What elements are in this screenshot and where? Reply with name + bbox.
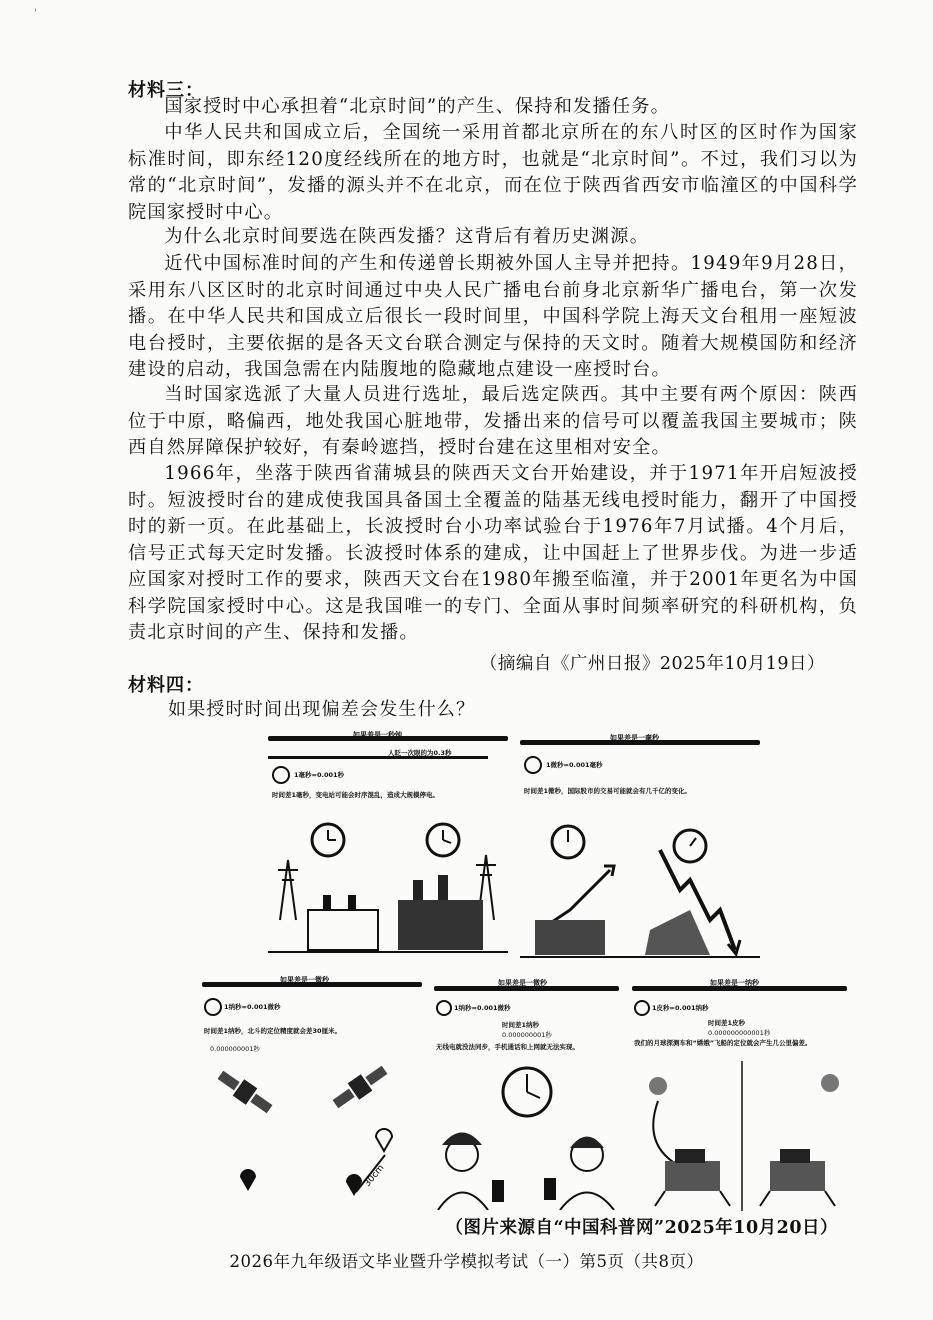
clock-icon [204, 998, 222, 1016]
panel-desc: 我们的月球探测车和“嫦娥”飞船的定位就会产生几公里偏差。 [634, 1039, 812, 1047]
material4-heading: 材料四： [128, 675, 204, 696]
panel-bar-thin [268, 756, 488, 759]
panel-unit: 1皮秒=0.001纳秒 [652, 1004, 709, 1012]
panel-title: 如果差是一微秒 [280, 976, 329, 984]
satellite-illustration [200, 1057, 425, 1207]
panel-note: 人眨一次眼的为0.3秒 [388, 749, 452, 757]
page-footer: 2026年九年级语文毕业暨升学模拟考试（一）第5页（共8页） [229, 1252, 704, 1271]
panel-title: 如果差是一纳秒 [710, 979, 759, 987]
clock-icon [634, 1000, 650, 1016]
infographic [200, 730, 850, 1210]
material3-heading: 材料三： [128, 80, 204, 101]
clock-icon [272, 766, 290, 784]
panel-unit: 1纳秒=0.001微秒 [454, 1004, 511, 1012]
panel-nanosecond-beidou [200, 972, 425, 1207]
m3-paragraph-5: 当时国家选派了大量人员进行选址，最后选定陕西。其中主要有两个原因：陕西位于中原，略偏西，地处我国心脏地带，发播出来的信号可以覆盖我国主要城市；陕西自然屏障保护较好，有秦岭遮挡，授时台建在这里相对安全。 [128, 384, 858, 458]
panel-seconds: 0.000000001秒 [210, 1045, 260, 1053]
panel-seconds: 0.000000000001秒 [708, 1029, 771, 1037]
m4-question: 如果授时时间出现偏差会发生什么？ [168, 699, 476, 720]
clock-icon [524, 756, 542, 774]
corner-mark: ' [34, 8, 37, 19]
lunar-rover-illustration [630, 1061, 850, 1211]
clock-icon [436, 1000, 452, 1016]
panel-unit: 1纳秒=0.001微秒 [224, 1003, 281, 1011]
panel-unit: 1毫秒=0.001秒 [294, 771, 345, 779]
panel-text: 时间差1毫秒，变电站可能会时序混乱，造成大规模停电。 [272, 791, 440, 799]
m3-source: （摘编自《广州日报》2025年10月19日） [479, 654, 825, 674]
distance-label: 30cm [362, 1163, 387, 1189]
power-grid-illustration [268, 810, 508, 955]
panel-desc: 无线电就没法同步，手机通话和上网就无法实现。 [436, 1043, 579, 1051]
panel-title: 如果差是一秒钟 [353, 731, 402, 739]
m3-paragraph-4: 近代中国标准时间的产生和传递曾长期被外国人主导并把持。1949年9月28日，采用东八区区时的北京时间通过中央人民广播电台前身北京新华广播电台，第一次发播。在中华人民共和国成立后很长一段时间里，中国科学院上海天文台租用一座短波电台授时，主要依据的是各天文台联合测定与保持的天文时。随着大规模国防和经济建设的启动，我国急需在内陆腹地的隐藏地点建设一座授时台。 [128, 253, 858, 380]
panel-text: 时间差1皮秒 [708, 1019, 746, 1027]
panel-millisecond [520, 736, 760, 961]
stock-market-illustration [520, 810, 760, 960]
panel-unit: 1微秒=0.001毫秒 [546, 761, 603, 769]
m3-paragraph-1: 国家授时中心承担着“北京时间”的产生、保持和发播任务。 [164, 96, 671, 117]
panel-text: 时间差1纳秒，北斗的定位精度就会差30厘米。 [204, 1027, 342, 1035]
figure-caption: （图片来源自“中国科普网”2025年10月20日） [445, 1218, 838, 1238]
panel-title: 如果差是一微秒 [498, 979, 547, 987]
panel-text: 时间差1纳秒 [502, 1021, 540, 1029]
panel-text: 时间差1微秒，国际股市的交易可能就会有几千亿的变化。 [524, 787, 692, 795]
phone-illustration [432, 1060, 622, 1210]
m3-paragraph-6: 1966年，坐落于陕西省蒲城县的陕西天文台开始建设，并于1971年开启短波授时。短波授时台的建成使我国具备国土全覆盖的陆基无线电授时能力，翻开了中国授时的新一页。在此基础上，长波授时台小功率试验台于1976年7月试播。4个月后，信号正式每天定时发播。长波授时体系的建成，让中国赶上了世界步伐。为进一步适应国家对授时工作的要求，陕西天文台在1980年搬至临潼，并于2001年更名为中国科学院国家授时中心。这是我国唯一的专门、全面从事时间频率研究的科研机构，负责北京时间的产生、保持和发播。 [128, 463, 858, 643]
panel-second [268, 730, 508, 955]
panel-title: 如果差是一毫秒 [610, 734, 659, 742]
panel-picosecond [630, 976, 850, 1211]
panel-seconds: 0.000000001秒 [502, 1031, 552, 1039]
m3-paragraph-2: 中华人民共和国成立后，全国统一采用首都北京所在的东八时区的区时作为国家标准时间，即东经120度经线所在的地方时，也就是“北京时间”。不过，我们习以为常的“北京时间”，发播的源头并不在北京，而在位于陕西省西安市临潼区的中国科学院国家授时中心。 [128, 122, 858, 223]
m3-paragraph-3: 为什么北京时间要选在陕西发播？这背后有着历史渊源。 [164, 226, 650, 247]
panel-nanosecond-phone [432, 978, 622, 1213]
